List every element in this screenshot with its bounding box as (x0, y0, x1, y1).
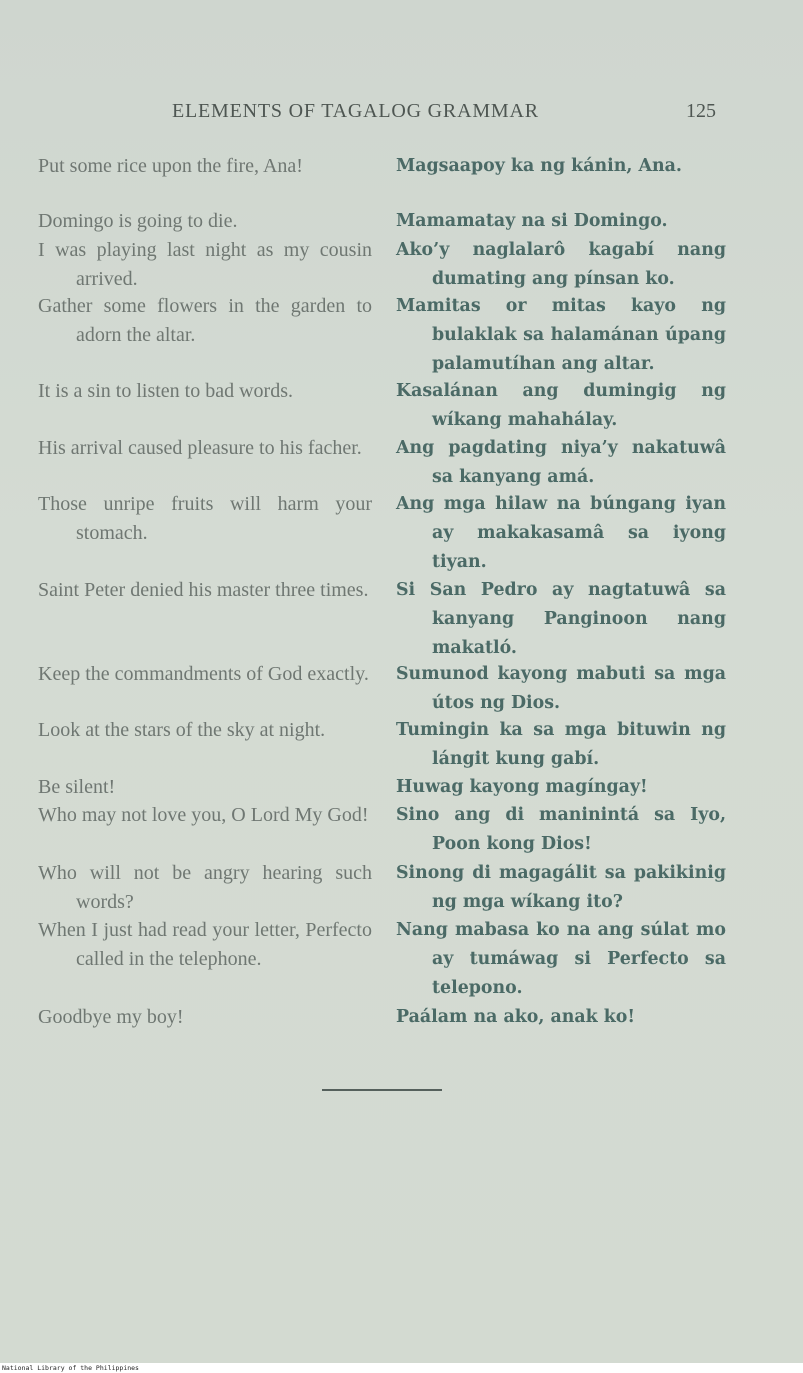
running-title: ELEMENTS OF TAGALOG GRAMMAR (172, 100, 539, 122)
tagalog-sentence: Huwag kayong magíngay! (396, 777, 648, 797)
tagalog-sentence: Paálam na ako, anak ko! (396, 1007, 636, 1027)
english-sentence: Gather some flowers in the garden to adorn the altar. (38, 295, 372, 346)
english-sentence: I was playing last night as my cousin arrived. (38, 239, 372, 290)
library-credit: National Library of the Philippines (2, 1364, 139, 1372)
tagalog-sentence: Sumunod kayong mabuti sa mga útos ng Dios. (396, 664, 726, 713)
english-sentence: Saint Peter denied his master three times. (38, 579, 369, 601)
english-sentence: His arrival caused pleasure to his facher. (38, 437, 362, 459)
tagalog-sentence: Tumingin ka sa mga bituwin ng lángit kung gabí. (396, 720, 726, 769)
section-divider (322, 1089, 442, 1091)
english-sentence: Goodbye my boy! (38, 1006, 184, 1028)
tagalog-sentence: Mamitas or mitas kayo ng bulaklak sa halamánan úpang palamutíhan ang altar. (396, 296, 726, 374)
tagalog-sentence: Mamamatay na si Domingo. (396, 211, 668, 231)
tagalog-sentence: Sinong di magagálit sa pakikinig ng mga wíkang ito? (396, 863, 726, 912)
english-sentence: Look at the stars of the sky at night. (38, 719, 326, 741)
tagalog-sentence: Ang mga hilaw na búngang iyan ay makakasamâ sa iyong tiyan. (396, 494, 726, 572)
english-sentence: Who may not love you, O Lord My God! (38, 804, 369, 826)
english-sentence: Domingo is going to die. (38, 210, 238, 232)
english-sentence: Those unripe fruits will harm your stomach. (38, 493, 372, 544)
tagalog-sentence: Magsaapoy ka ng kánin, Ana. (396, 156, 682, 176)
page-number: 125 (686, 100, 716, 122)
running-header (0, 100, 803, 130)
tagalog-sentence: Ang pagdating niya’y nakatuwâ sa kanyang amá. (396, 438, 726, 487)
english-sentence: When I just had read your letter, Perfecto called in the telephone. (38, 919, 372, 970)
english-sentence: Put some rice upon the fire, Ana! (38, 155, 303, 177)
english-sentence: Keep the commandments of God exactly. (38, 663, 369, 685)
english-sentence: Be silent! (38, 776, 116, 798)
tagalog-sentence: Kasalánan ang dumingig ng wíkang mahahálay. (396, 381, 726, 430)
tagalog-sentence: Sino ang di maninintá sa Iyo, Poon kong Dios! (396, 805, 726, 854)
tagalog-sentence: Ako’y naglalarô kagabí nang dumating ang pínsan ko. (396, 240, 726, 289)
english-sentence: It is a sin to listen to bad words. (38, 380, 293, 402)
tagalog-sentence: Si San Pedro ay nagtatuwâ sa kanyang Panginoon nang makatló. (396, 580, 726, 658)
tagalog-sentence: Nang mabasa ko na ang súlat mo ay tumáwag si Perfecto sa telepono. (396, 920, 726, 998)
english-sentence: Who will not be angry hearing such words? (38, 862, 372, 913)
